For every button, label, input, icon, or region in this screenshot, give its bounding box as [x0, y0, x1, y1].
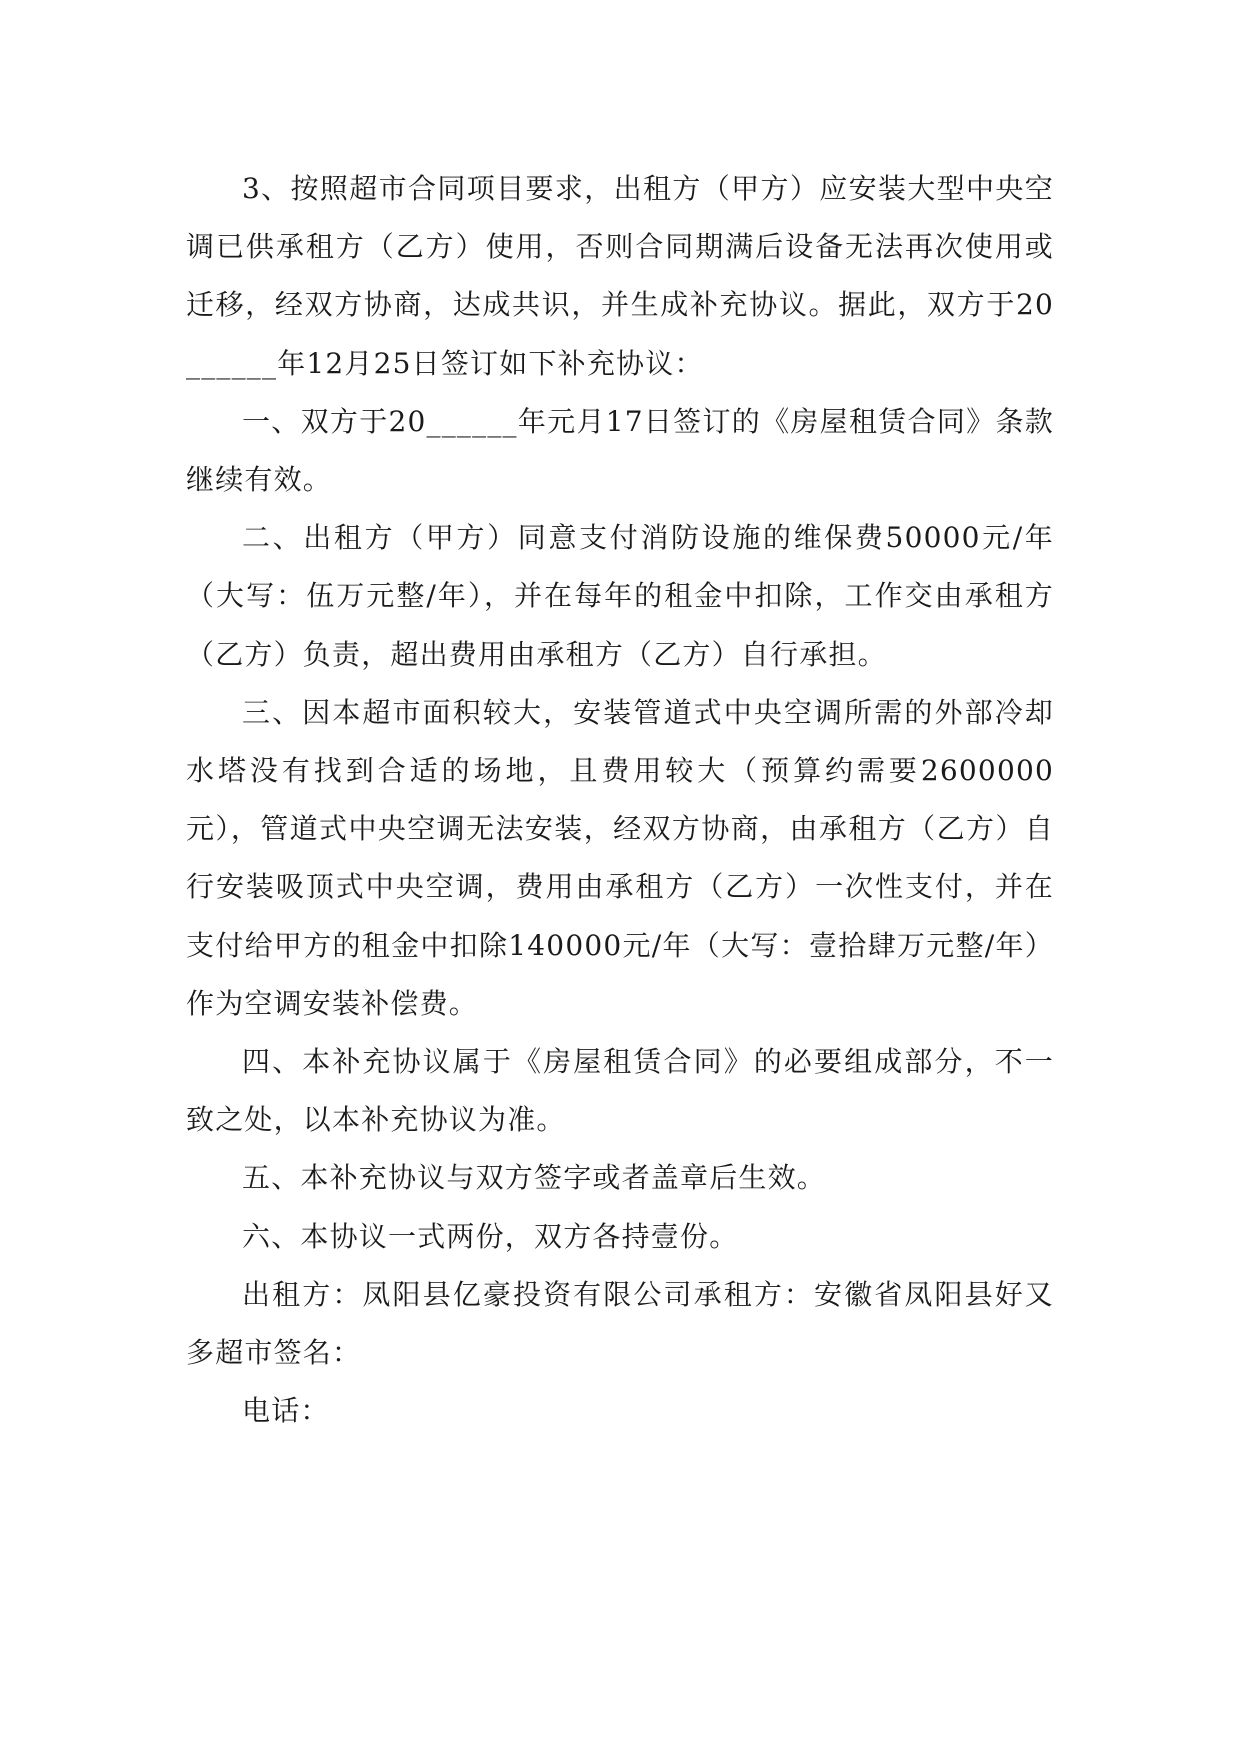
clause-5-paragraph: 五、本补充协议与双方签字或者盖章后生效。: [242, 1161, 827, 1195]
clause-3-paragraph: 3、按照超市合同项目要求，出租方（甲方）应安装大型中央空调已供承租方（乙方）使用，否则合同期满后设备无法再次使用或迁移，经双方协商，达成共识，并生成补充协议。据此，双方于20______年12月25日签订如下补充协议：: [186, 172, 1054, 380]
clause-6-paragraph: 六、本协议一式两份，双方各持壹份。: [242, 1219, 739, 1253]
clause-1-paragraph: 一、双方于20______年元月17日签订的《房屋租赁合同》条款继续有效。: [186, 404, 1054, 497]
clause-2-paragraph: 二、出租方（甲方）同意支付消防设施的维保费50000元/年（大写：伍万元整/年），并在每年的租金中扣除，工作交由承租方（乙方）负责，超出费用由承租方（乙方）自行承担。: [186, 521, 1054, 671]
parties-signature-paragraph: 出租方：凤阳县亿豪投资有限公司承租方：安徽省凤阳县好又多超市签名：: [186, 1277, 1054, 1370]
document-body: [186, 160, 1054, 1440]
phone-paragraph: 电话：: [242, 1394, 330, 1428]
clause-4-paragraph: 四、本补充协议属于《房屋租赁合同》的必要组成部分，不一致之处，以本补充协议为准。: [186, 1045, 1054, 1137]
clause-3-air-conditioning-paragraph: 三、因本超市面积较大，安装管道式中央空调所需的外部冷却水塔没有找到合适的场地，且费用较大（预算约需要2600000元），管道式中央空调无法安装，经双方协商，由承租方（乙方）自行安装吸顶式中央空调，费用由承租方（乙方）一次性支付，并在支付给甲方的租金中扣除140000元/年（大写：壹拾肆万元整/年）作为空调安装补偿费。: [186, 695, 1054, 1020]
